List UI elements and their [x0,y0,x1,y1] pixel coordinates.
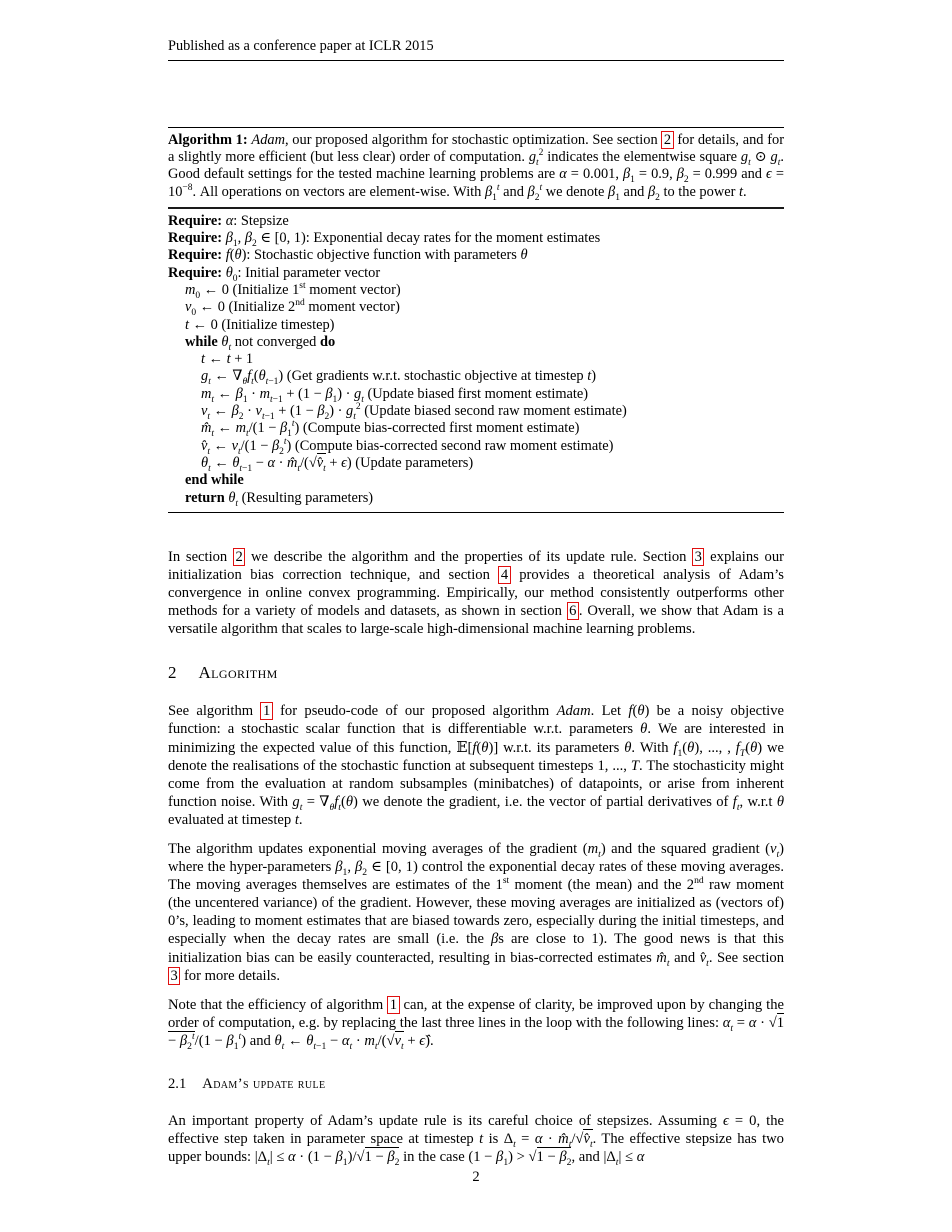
algo-require-line: Require: $\beta_1$, $\beta_2$ ∈ [0, 1): Exponential decay rates for the moment estimates [168,230,601,249]
paragraph: Note that the efficiency of algorithm 1 can, at the expense of clarity, be improved upon by changing the order of computation, e.g. by replacing the last three lines in the loop with the following lines: $\alpha_t = \alpha \cdot √1 - \beta_2^t/(1 - \beta_1^t)$ and $\theta_t$ ← $\theta_{t-1} - \alpha_t \cdot m_t/(√v_t$ + ϵ̂). [168,996,784,1052]
ref-link[interactable]: 2 [661,131,673,149]
algo-step-line: end while [185,472,244,489]
subsection-heading [168,1076,784,1093]
ref-link[interactable]: 6 [567,602,579,620]
algo-step-line: t ← 0 (Initialize timestep) [185,316,335,333]
subsection-number: 2.1 [168,1076,187,1093]
algo-step-line: $v_0$ ← 0 (Initialize 2nd moment vector) [185,298,400,319]
running-header: Published as a conference paper at ICLR 2015 [168,38,434,54]
algo-step-line: return $\theta_t$ (Resulting parameters) [185,489,374,509]
algo-step-line: $m_t$ ← $\beta_1 \cdot m_{t-1} + (1 - \beta_1) \cdot g_t$ (Update biased first moment estimate) [201,385,589,405]
paragraph: An important property of Adam’s update rule is its careful choice of stepsizes. Assuming ϵ = 0, the effective step taken in parameter space at timestep t is $\Delta_t = \alpha$ · $m̂_t/√v̂_t$. The effective stepsize has two upper bounds: $|\Delta_t| \le \alpha \cdot (1 - \beta_1)/√1 - \beta_2$ in the case $(1 - \beta_1) > √1 - \beta_2$, and $|\Delta_t| \le \alpha$ [168,1113,784,1169]
ref-link[interactable]: 1 [260,702,272,720]
section-title: Algorithm [198,663,278,683]
page-number: 2 [472,1169,480,1185]
paragraph: See algorithm 1 for pseudo-code of our proposed algorithm Adam. Let f(θ) be a noisy objective function: a stochastic scalar function that is differentiable w.r.t. parameters θ. We are interested in minimizing the expected value of this function, 𝔼[f(θ)] w.r.t. its parameters θ. With $f_1(\theta)$, ..., , $f_T(\theta)$ we denote the realisations of the stochastic function at subsequent timesteps 1, ..., T. The stochasticity might come from the evaluation at random subsamples (minibatches) of datapoints, or arise from inherent function noise. With $g_t = \nabla_\theta f_t(\theta)$ we denote the gradient, i.e. the vector of partial derivatives of $f_t$, w.r.t θ evaluated at timestep t. [168,703,785,828]
algorithm-body [168,209,784,513]
section-number: 2 [168,663,177,683]
ref-link[interactable]: 4 [498,566,510,584]
ref-link[interactable]: 3 [692,548,704,566]
algo-step-line: $m_0$ ← 0 (Initialize 1st moment vector) [185,281,401,301]
subsection-title: Adam’s update rule [202,1076,326,1093]
algo-step-line: $\theta_t$ ← $\theta_{t-1} - \alpha$ · $m̂_t/(√v̂_t + \epsilon)$ (Update parameters) [201,454,474,474]
ref-link[interactable]: 1 [387,996,399,1014]
algo-step-line: $v_t$ ← $\beta_2 \cdot v_{t-1} + (1 - \beta_2) \cdot g_t^2$ (Update biased second raw moment estimate) [201,402,627,422]
algo-require-line: Require: α: Stepsize [168,212,289,229]
ref-link[interactable]: 3 [168,967,180,985]
algo-step-line: $g_t$ ← $\nabla_\theta f_t(\theta_{t-1})$ (Get gradients w.r.t. stochastic objective at timestep t) [201,368,596,388]
algo-step-line: $v̂_t$ ← $v_t/(1 - \beta_2^t)$ (Compute bias-corrected second raw moment estimate) [201,436,614,457]
algo-step-line: $m̂_t$ ← $m_t/(1 - \beta_1^t)$ (Compute bias-corrected first moment estimate) [201,419,580,440]
algo-require-line: Require: f(θ): Stochastic objective function with parameters θ [168,247,528,264]
algorithm-caption: Algorithm 1: Adam, our proposed algorithm for stochastic optimization. See section 2 for details, and for a slightly more efficient (but less clear) order of computation. $g_t^2$ indicates the elementwise square $g_t$ ⊙ $g_t$. Good default settings for the tested machine learning problems are α = 0.001, $\beta_1 = 0.9$, $\beta_2 = 0.999$ and $\epsilon = 10^{-8}$. All operations on vectors are element-wise. With $\beta_1^t$ and $\beta_2^t$ we denote $\beta_1$ and $\beta_2$ to the power t. [168,132,785,203]
paragraph: The algorithm updates exponential moving averages of the gradient $(m_t)$ and the squared gradient $(v_t)$ where the hyper-parameters $\beta_1$, $\beta_2$ ∈ [0, 1) control the exponential decay rates of these moving averages. The moving averages themselves are estimates of the 1st moment (the mean) and the 2nd raw moment (the uncentered variance) of the gradient. However, these moving averages are initialized as (vectors of) 0’s, leading to moment estimates that are biased towards zero, especially during the initial timesteps, and especially when the decay rates are small (i.e. the βs are close to 1). The good news is that this initialization bias can be easily counteracted, resulting in bias-corrected estimates $m̂_t$ and $v̂_t$. See section 3 for more details. [168,840,785,984]
ref-link[interactable]: 2 [233,548,245,566]
algo-require-line: Require: $\theta_0$: Initial parameter vector [168,264,381,284]
header-rule [168,60,784,61]
section-heading [168,663,784,683]
algo-step-line: t ← t + 1 [201,351,254,368]
algorithm-box [168,127,784,513]
algo-step-line: while $\theta_t$ not converged do [185,333,336,353]
intro-paragraph: In section 2 we describe the algorithm and the properties of its update rule. Section 3 explains our initialization bias correction technique, and section 4 provides a theoretical analysis of Adam’s convergence in online convex programming. Empirically, our method consistently outperforms other methods for a variety of models and datasets, as shown in section 6 . Overall, we show that Adam is a versatile algorithm that scales to large-scale high-dimensional machine learning problems. [168,548,784,638]
